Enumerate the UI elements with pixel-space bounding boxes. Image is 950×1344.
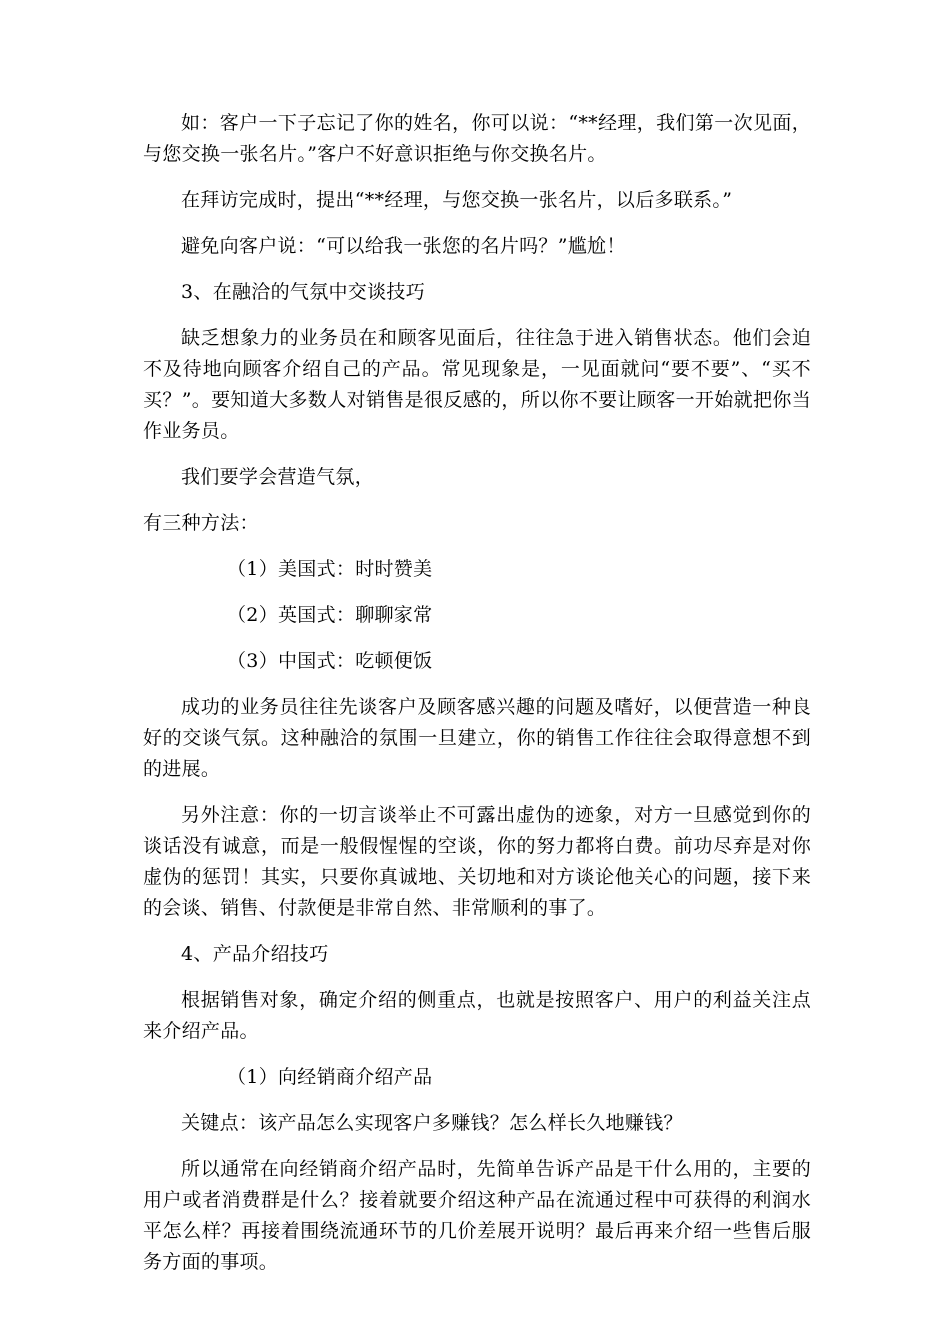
paragraph-success: 成功的业务员往往先谈客户及顾客感兴趣的问题及嗜好，以便营造一种良好的交谈气氛。这种融洽的氛围一旦建立，你的销售工作往往会取得意想不到的进展。 (143, 696, 811, 780)
paragraph-imagination: 缺乏想象力的业务员在和顾客见面后，往往急于进入销售状态。他们会迫不及待地向顾客介绍自己的产品。常见现象是，一见面就问“要不要”、“买不买？”。要知道大多数人对销售是很反感的，所以你不要让顾客一开始就把你当作业务员。 (143, 327, 811, 442)
section-heading-4: 4、产品介绍技巧 (181, 943, 329, 965)
paragraph-visit-end: 在拜访完成时，提出“**经理，与您交换一张名片，以后多联系。” (181, 189, 733, 211)
paragraph-three-methods: 有三种方法： (143, 512, 259, 534)
paragraph-dealer-intro: 所以通常在向经销商介绍产品时，先简单告诉产品是干什么用的，主要的用户或者消费群是什么？接着就要介绍这种产品在流通过程中可获得的利润水平怎么样？再接着围绕流通环节的几价差展开说明？最后再来介绍一些售后服务方面的事项。 (143, 1158, 811, 1273)
list-item-dealer: （1）向经销商介绍产品 (227, 1066, 433, 1088)
list-item-method-2: （2）英国式：聊聊家常 (227, 604, 433, 626)
list-item-method-1: （1）美国式：时时赞美 (227, 558, 433, 580)
document-body (143, 108, 811, 1293)
paragraph-note: 另外注意：你的一切言谈举止不可露出虚伪的迹象，对方一旦感觉到你的谈话没有诚意，而是一般假惺惺的空谈，你的努力都将白费。前功尽弃是对你虚伪的惩罚！其实，只要你真诚地、关切地和对方谈论他关心的问题，接下来的会谈、销售、付款便是非常自然、非常顺利的事了。 (143, 804, 811, 919)
paragraph-key-point: 关键点：该产品怎么实现客户多赚钱？怎么样长久地赚钱？ (181, 1112, 683, 1134)
section-heading-3: 3、在融洽的气氛中交谈技巧 (181, 281, 425, 303)
paragraph-atmosphere: 我们要学会营造气氛， (181, 466, 375, 488)
list-item-method-3: （3）中国式：吃顿便饭 (227, 650, 433, 672)
paragraph-focus: 根据销售对象，确定介绍的侧重点，也就是按照客户、用户的利益关注点来介绍产品。 (143, 989, 811, 1042)
paragraph-avoid: 避免向客户说：“可以给我一张您的名片吗？”尴尬！ (181, 235, 626, 257)
paragraph-business-card-example: 如：客户一下子忘记了你的姓名，你可以说：“**经理，我们第一次见面，与您交换一张名片。”客户不好意识拒绝与你交换名片。 (143, 112, 811, 165)
